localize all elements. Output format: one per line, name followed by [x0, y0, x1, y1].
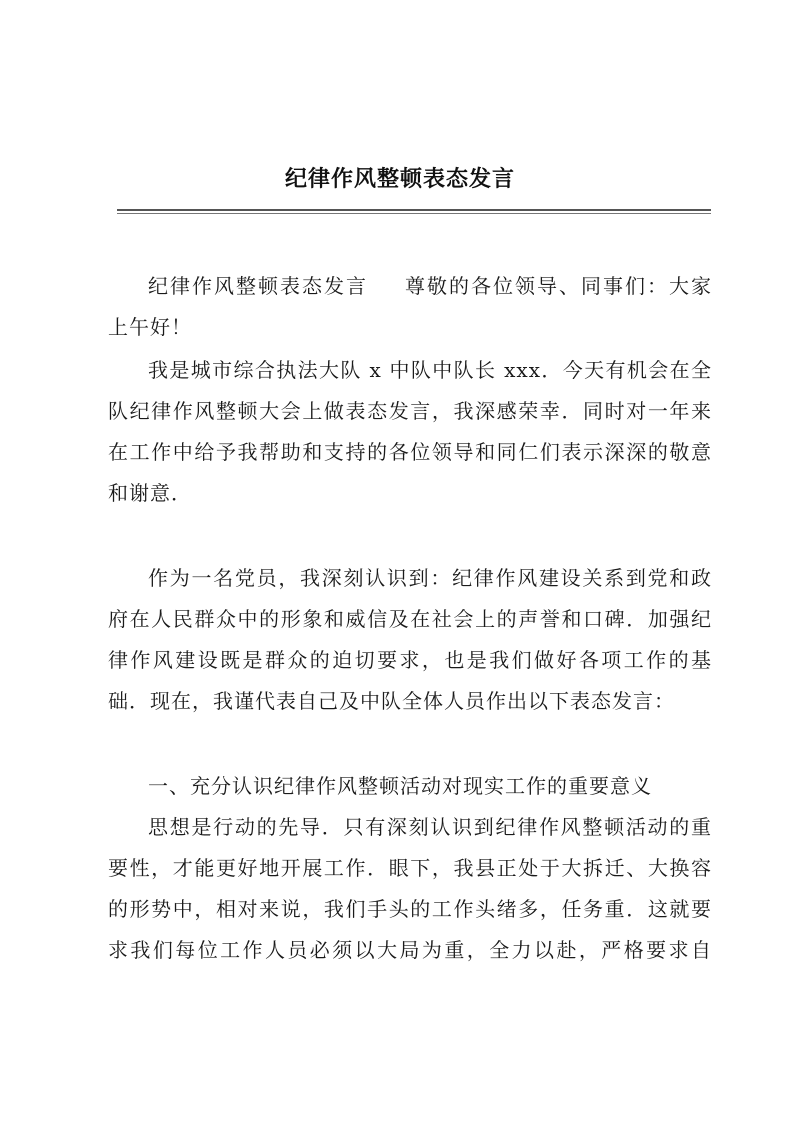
- paragraph-party-member: [108, 558, 712, 722]
- greeting-heading: 纪律作风整顿表态发言: [148, 274, 368, 298]
- paragraph-line: 要性，才能更好地开展工作．眼下，我县正处于大拆迁、大换容: [108, 856, 712, 880]
- paragraph-line: 我是城市综合执法大队 x 中队中队长 xxx．今天有机会在全: [148, 358, 712, 382]
- title-rule-thick: [117, 209, 711, 211]
- paragraph-line: 队纪律作风整顿大会上做表态发言，我深感荣幸．同时对一年来: [108, 399, 712, 423]
- paragraph-line: 求我们每位工作人员必须以大局为重，全力以赴，严格要求自: [108, 938, 712, 962]
- title-rule-thin: [117, 213, 711, 214]
- paragraph-line: 础．现在，我谨代表自己及中队全体人员作出以下表态发言：: [108, 689, 675, 713]
- paragraph-greeting: [108, 266, 712, 348]
- section-heading-one: [108, 766, 712, 807]
- paragraph-line: 上午好！: [108, 315, 192, 339]
- paragraph-line: 和谢意．: [108, 481, 192, 505]
- paragraph-line: 作为一名党员，我深刻认识到：纪律作风建设关系到党和政: [148, 566, 712, 590]
- paragraph-line: 思想是行动的先导．只有深刻认识到纪律作风整顿活动的重: [148, 815, 712, 839]
- paragraph-line: [108, 266, 712, 307]
- paragraph-line: 在工作中给予我帮助和支持的各位领导和同仁们表示深深的敬意: [108, 440, 712, 464]
- section-heading-text: 一、充分认识纪律作风整顿活动对现实工作的重要意义: [148, 774, 652, 798]
- paragraph-line: 的形势中，相对来说，我们手头的工作头绪多，任务重．这就要: [108, 897, 712, 921]
- paragraph-line: 府在人民群众中的形象和威信及在社会上的声誉和口碑．加强纪: [108, 607, 712, 631]
- paragraph-introduction: [108, 350, 712, 514]
- document-title: 纪律作风整顿表态发言: [284, 166, 515, 192]
- greeting-salutation: 尊敬的各位领导、同事们：大家: [404, 274, 712, 298]
- paragraph-thinking: [108, 807, 712, 971]
- paragraph-line: 律作风建设既是群众的迫切要求，也是我们做好各项工作的基: [108, 648, 712, 672]
